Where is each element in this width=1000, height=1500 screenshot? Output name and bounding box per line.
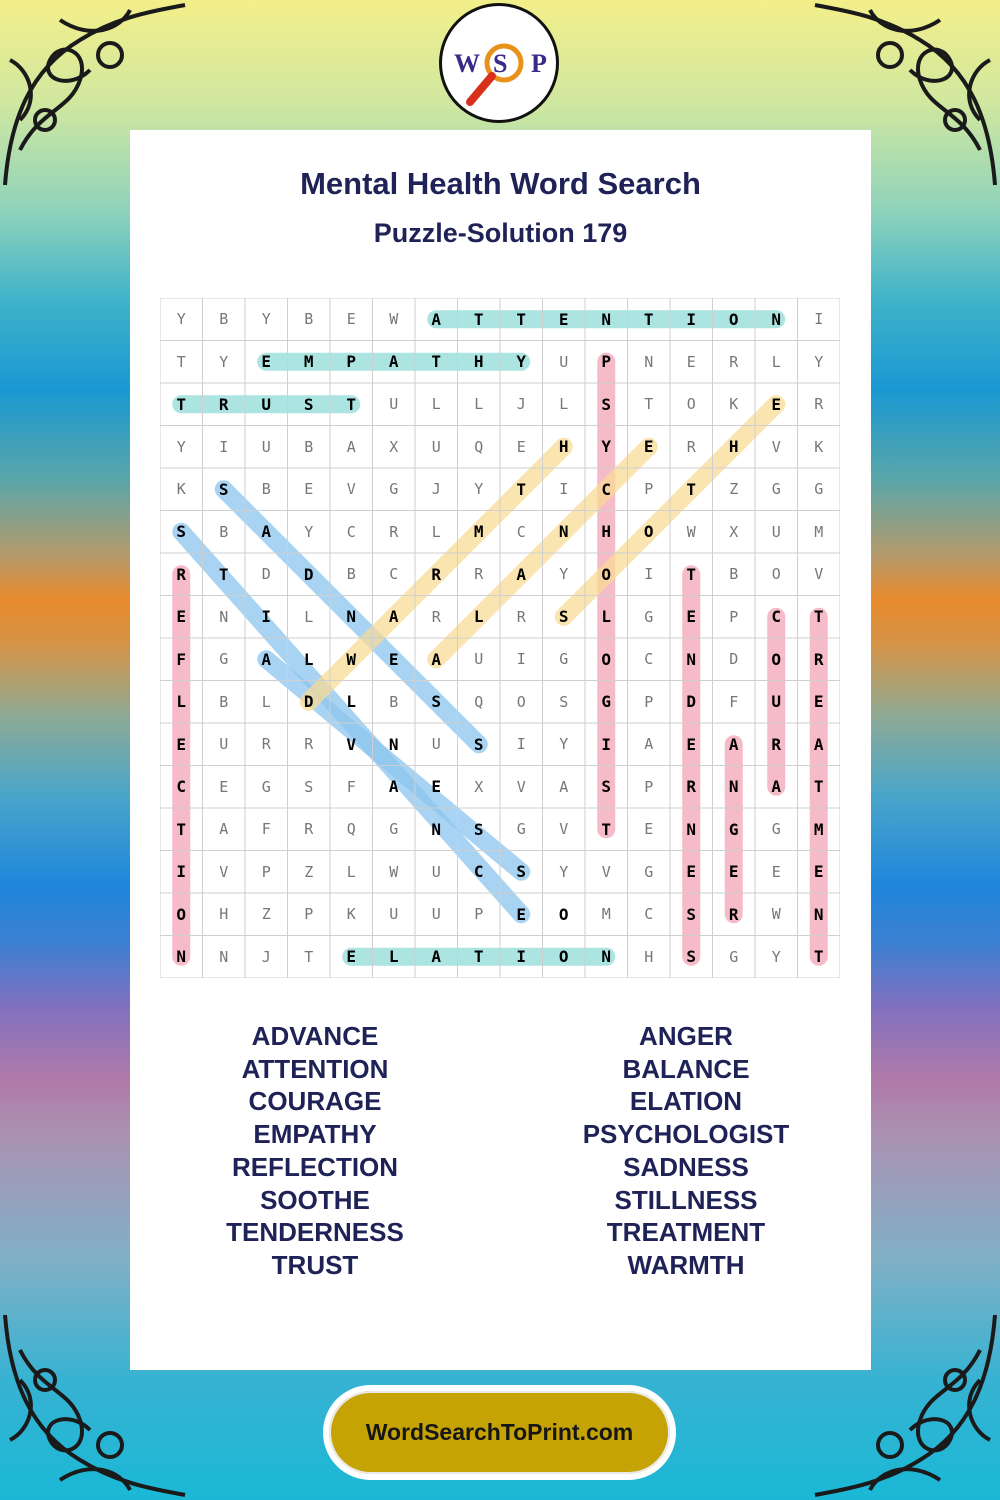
- grid-cell[interactable]: G: [814, 480, 824, 499]
- grid-cell[interactable]: A: [644, 735, 654, 754]
- grid-cell[interactable]: C: [644, 905, 654, 924]
- grid-cell[interactable]: D: [261, 565, 271, 584]
- grid-cell[interactable]: P: [644, 480, 654, 499]
- grid-cell[interactable]: A: [346, 437, 356, 456]
- grid-cell[interactable]: I: [516, 947, 527, 967]
- grid-cell[interactable]: T: [813, 947, 824, 967]
- grid-cell[interactable]: B: [729, 565, 739, 584]
- grid-cell[interactable]: A: [431, 947, 442, 967]
- grid-cell[interactable]: V: [771, 437, 781, 456]
- grid-cell[interactable]: R: [516, 607, 526, 626]
- grid-cell[interactable]: S: [686, 904, 697, 924]
- grid-cell[interactable]: C: [473, 862, 484, 882]
- grid-cell[interactable]: Y: [176, 437, 186, 456]
- grid-cell[interactable]: D: [303, 564, 314, 584]
- grid-cell[interactable]: T: [686, 479, 697, 499]
- grid-cell[interactable]: R: [474, 565, 484, 584]
- grid-cell[interactable]: L: [431, 395, 441, 414]
- grid-cell[interactable]: G: [771, 820, 781, 839]
- grid-cell[interactable]: L: [473, 607, 484, 627]
- grid-cell[interactable]: T: [176, 394, 187, 414]
- grid-cell[interactable]: L: [176, 692, 187, 712]
- grid-cell[interactable]: I: [644, 565, 654, 584]
- word-item: ADVANCE: [251, 1021, 379, 1051]
- grid-cell[interactable]: T: [431, 352, 442, 372]
- grid-cell[interactable]: O: [558, 904, 569, 924]
- grid-cell[interactable]: W: [389, 310, 399, 329]
- grid-cell[interactable]: L: [601, 607, 612, 627]
- grid-cell[interactable]: J: [431, 480, 441, 499]
- word-item: ELATION: [629, 1086, 743, 1117]
- grid-cell[interactable]: D: [729, 650, 739, 669]
- grid-cell[interactable]: P: [644, 692, 654, 711]
- puzzle-title: Mental Health Word Search: [300, 166, 701, 201]
- grid-cell[interactable]: H: [644, 947, 654, 966]
- grid-cell[interactable]: A: [388, 352, 399, 372]
- grid-cell[interactable]: O: [728, 309, 739, 329]
- grid-cell[interactable]: P: [346, 352, 357, 372]
- grid-cell[interactable]: R: [686, 437, 696, 456]
- word-item: COURAGE: [248, 1086, 382, 1117]
- grid-cell[interactable]: E: [304, 480, 314, 499]
- grid-cell[interactable]: O: [176, 904, 187, 924]
- grid-cell[interactable]: R: [304, 820, 314, 839]
- grid-cell[interactable]: R: [431, 607, 441, 626]
- grid-cell[interactable]: J: [516, 395, 526, 414]
- grid-cell[interactable]: E: [771, 862, 781, 881]
- grid-cell[interactable]: W: [346, 649, 357, 669]
- grid-cell[interactable]: H: [473, 352, 484, 372]
- grid-cell[interactable]: A: [431, 649, 442, 669]
- logo-letter-s: S: [493, 49, 508, 78]
- puzzle-card: [130, 130, 871, 1370]
- grid-cell[interactable]: T: [813, 777, 824, 797]
- grid-cell[interactable]: N: [771, 309, 782, 329]
- grid-cell[interactable]: A: [261, 649, 272, 669]
- grid-cell[interactable]: R: [304, 735, 314, 754]
- grid-cell[interactable]: L: [346, 692, 357, 712]
- grid-cell[interactable]: O: [601, 564, 612, 584]
- site-logo[interactable]: [439, 3, 559, 123]
- grid-cell[interactable]: N: [219, 947, 229, 966]
- grid-cell[interactable]: Y: [559, 735, 569, 754]
- grid-cell[interactable]: C: [346, 522, 356, 541]
- grid-cell[interactable]: F: [729, 692, 739, 711]
- grid-cell[interactable]: G: [644, 862, 654, 881]
- word-item: TRUST: [271, 1249, 359, 1280]
- grid-cell[interactable]: M: [473, 522, 484, 542]
- grid-cell[interactable]: E: [686, 734, 697, 754]
- grid-cell[interactable]: S: [303, 394, 314, 414]
- grid-cell[interactable]: H: [219, 905, 229, 924]
- grid-cell[interactable]: I: [516, 735, 526, 754]
- grid-cell[interactable]: V: [346, 480, 356, 499]
- grid-cell[interactable]: N: [644, 352, 654, 371]
- grid-cell[interactable]: A: [771, 777, 782, 797]
- word-search-grid: [160, 298, 840, 978]
- grid-cell[interactable]: T: [516, 479, 527, 499]
- grid-cell[interactable]: T: [813, 607, 824, 627]
- grid-cell[interactable]: X: [474, 777, 484, 796]
- grid-cell[interactable]: K: [729, 395, 739, 414]
- grid-cell[interactable]: S: [176, 522, 187, 542]
- grid-cell[interactable]: S: [601, 777, 612, 797]
- grid-cell[interactable]: Y: [516, 352, 527, 372]
- grid-cell[interactable]: J: [261, 947, 271, 966]
- grid-cell[interactable]: V: [559, 820, 569, 839]
- grid-cell[interactable]: N: [601, 309, 612, 329]
- grid-cell[interactable]: P: [644, 777, 654, 796]
- grid-cell[interactable]: T: [643, 309, 654, 329]
- grid-cell[interactable]: S: [218, 479, 229, 499]
- grid-cell[interactable]: D: [686, 692, 697, 712]
- grid-cell[interactable]: U: [431, 862, 441, 881]
- grid-cell[interactable]: E: [728, 862, 739, 882]
- grid-cell[interactable]: G: [261, 777, 271, 796]
- grid-cell[interactable]: T: [516, 309, 527, 329]
- grid-cell[interactable]: M: [601, 905, 611, 924]
- grid-cell[interactable]: S: [601, 394, 612, 414]
- grid-cell[interactable]: I: [814, 310, 824, 329]
- grid-cell[interactable]: B: [346, 565, 356, 584]
- grid-cell[interactable]: L: [304, 607, 314, 626]
- grid-cell[interactable]: O: [558, 947, 569, 967]
- grid-cell[interactable]: Y: [814, 352, 824, 371]
- grid-cell[interactable]: W: [686, 522, 696, 541]
- grid-cell[interactable]: P: [474, 905, 484, 924]
- grid-cell[interactable]: N: [431, 819, 442, 839]
- grid-cell[interactable]: R: [218, 394, 229, 414]
- grid-cell[interactable]: K: [346, 905, 356, 924]
- grid-cell[interactable]: E: [346, 947, 357, 967]
- grid-cell[interactable]: A: [559, 777, 569, 796]
- grid-cell[interactable]: A: [261, 522, 272, 542]
- grid-cell[interactable]: O: [643, 522, 654, 542]
- grid-cell[interactable]: U: [389, 395, 399, 414]
- word-item: SADNESS: [623, 1151, 749, 1182]
- grid-cell[interactable]: G: [729, 947, 739, 966]
- grid-cell[interactable]: L: [388, 947, 399, 967]
- grid-cell[interactable]: V: [601, 862, 611, 881]
- grid-cell[interactable]: R: [389, 522, 399, 541]
- grid-cell[interactable]: B: [219, 692, 229, 711]
- word-item: STILLNESS: [614, 1184, 758, 1215]
- grid-cell[interactable]: A: [431, 309, 442, 329]
- grid-cell[interactable]: E: [516, 904, 527, 924]
- grid-cell[interactable]: I: [559, 480, 569, 499]
- grid-cell[interactable]: B: [219, 522, 229, 541]
- grid-cell[interactable]: E: [558, 309, 569, 329]
- grid-cell[interactable]: A: [388, 777, 399, 797]
- logo-letter-w: W: [454, 49, 480, 78]
- word-item: TREATMENT: [606, 1217, 766, 1248]
- grid-cell[interactable]: Q: [346, 820, 356, 839]
- grid-cell[interactable]: U: [261, 437, 271, 456]
- grid-cell[interactable]: G: [389, 820, 399, 839]
- grid-cell[interactable]: D: [303, 692, 314, 712]
- grid-cell[interactable]: O: [771, 565, 781, 584]
- grid-cell[interactable]: Y: [559, 862, 569, 881]
- grid-cell[interactable]: N: [686, 819, 697, 839]
- grid-cell[interactable]: V: [814, 565, 824, 584]
- grid-cell[interactable]: G: [644, 607, 654, 626]
- grid-cell[interactable]: R: [771, 734, 782, 754]
- word-list-right: [501, 1020, 871, 1282]
- grid-cell[interactable]: U: [261, 394, 272, 414]
- grid-cell[interactable]: U: [389, 905, 399, 924]
- grid-cell[interactable]: Q: [474, 437, 484, 456]
- puzzle-subtitle: Puzzle-Solution 179: [373, 218, 628, 248]
- grid-cell[interactable]: N: [558, 522, 569, 542]
- word-item: SOOTHE: [260, 1184, 370, 1215]
- grid-cell[interactable]: N: [686, 649, 697, 669]
- grid-cell[interactable]: S: [473, 734, 484, 754]
- grid-cell[interactable]: T: [473, 309, 484, 329]
- grid-cell[interactable]: B: [304, 310, 314, 329]
- grid-cell[interactable]: N: [346, 607, 357, 627]
- grid-cell[interactable]: E: [176, 607, 187, 627]
- grid-cell[interactable]: N: [728, 777, 739, 797]
- grid-cell[interactable]: F: [261, 820, 271, 839]
- grid-cell[interactable]: U: [474, 650, 484, 669]
- grid-cell[interactable]: E: [176, 734, 187, 754]
- grid-cell[interactable]: I: [686, 309, 697, 329]
- word-item: ANGER: [639, 1021, 733, 1051]
- grid-cell[interactable]: N: [601, 947, 612, 967]
- grid-cell[interactable]: R: [729, 352, 739, 371]
- word-item: TENDERNESS: [226, 1217, 404, 1248]
- grid-cell[interactable]: S: [559, 692, 569, 711]
- grid-cell[interactable]: L: [559, 395, 569, 414]
- grid-cell[interactable]: Y: [261, 310, 271, 329]
- grid-cell[interactable]: N: [813, 904, 824, 924]
- grid-cell[interactable]: T: [346, 394, 357, 414]
- grid-cell[interactable]: P: [729, 607, 739, 626]
- grid-cell[interactable]: U: [431, 437, 441, 456]
- grid-cell[interactable]: C: [644, 650, 654, 669]
- grid-cell[interactable]: T: [218, 564, 229, 584]
- grid-cell[interactable]: U: [219, 735, 229, 754]
- grid-cell[interactable]: C: [176, 777, 187, 797]
- grid-cell[interactable]: A: [388, 607, 399, 627]
- grid-cell[interactable]: L: [431, 522, 441, 541]
- grid-cell[interactable]: E: [644, 820, 654, 839]
- grid-cell[interactable]: G: [219, 650, 229, 669]
- grid-cell[interactable]: T: [176, 819, 187, 839]
- grid-cell[interactable]: L: [346, 862, 356, 881]
- grid-cell[interactable]: E: [261, 352, 272, 372]
- grid-cell[interactable]: U: [431, 735, 441, 754]
- grid-cell[interactable]: G: [389, 480, 399, 499]
- grid-cell[interactable]: G: [771, 480, 781, 499]
- grid-cell[interactable]: C: [771, 607, 782, 627]
- grid-cell[interactable]: Z: [261, 905, 271, 924]
- grid-cell[interactable]: B: [219, 310, 229, 329]
- grid-cell[interactable]: E: [431, 777, 442, 797]
- grid-cell[interactable]: K: [176, 480, 186, 499]
- word-item: REFLECTION: [231, 1151, 399, 1182]
- grid-cell[interactable]: V: [516, 777, 526, 796]
- footer-site-button[interactable]: [323, 1385, 676, 1480]
- grid-cell[interactable]: M: [813, 819, 824, 839]
- grid-cell[interactable]: L: [261, 692, 271, 711]
- grid-cell[interactable]: X: [729, 522, 739, 541]
- grid-cell[interactable]: U: [559, 352, 569, 371]
- logo-letter-p: P: [531, 49, 547, 78]
- grid-cell[interactable]: N: [388, 734, 399, 754]
- grid-cell[interactable]: I: [261, 607, 272, 627]
- grid-cell[interactable]: Y: [771, 947, 781, 966]
- word-item: WARMTH: [627, 1249, 745, 1280]
- grid-cell[interactable]: R: [728, 904, 739, 924]
- grid-cell[interactable]: C: [516, 522, 526, 541]
- grid-cell[interactable]: I: [219, 437, 229, 456]
- grid-cell[interactable]: C: [389, 565, 399, 584]
- grid-cell[interactable]: R: [686, 777, 697, 797]
- grid-cell[interactable]: S: [431, 692, 442, 712]
- grid-cell[interactable]: A: [516, 564, 527, 584]
- grid-cell[interactable]: G: [559, 650, 569, 669]
- grid-cell[interactable]: A: [728, 734, 739, 754]
- grid-cell[interactable]: I: [601, 734, 612, 754]
- grid-cell[interactable]: T: [601, 819, 612, 839]
- grid-cell[interactable]: C: [601, 479, 612, 499]
- grid-cell[interactable]: L: [303, 649, 314, 669]
- grid-cell[interactable]: E: [686, 607, 697, 627]
- grid-cell[interactable]: E: [686, 862, 697, 882]
- grid-cell[interactable]: U: [771, 692, 782, 712]
- grid-cell[interactable]: P: [261, 862, 271, 881]
- grid-cell[interactable]: N: [176, 947, 187, 967]
- word-list-left: [130, 1020, 500, 1282]
- grid-cell[interactable]: G: [601, 692, 612, 712]
- grid-cell[interactable]: O: [516, 692, 526, 711]
- grid-cell[interactable]: Y: [474, 480, 484, 499]
- grid-cell[interactable]: O: [686, 395, 696, 414]
- grid-cell[interactable]: H: [558, 437, 569, 457]
- word-item: ATTENTION: [241, 1053, 389, 1084]
- grid-cell[interactable]: E: [813, 692, 824, 712]
- grid-cell[interactable]: N: [219, 607, 229, 626]
- grid-cell[interactable]: T: [644, 395, 654, 414]
- grid-cell[interactable]: M: [303, 352, 314, 372]
- grid-cell[interactable]: R: [431, 564, 442, 584]
- word-item: BALANCE: [622, 1053, 750, 1084]
- grid-cell[interactable]: R: [176, 564, 187, 584]
- grid-cell[interactable]: E: [346, 310, 356, 329]
- grid-cell[interactable]: T: [304, 947, 314, 966]
- grid-cell[interactable]: E: [388, 649, 399, 669]
- grid-cell[interactable]: P: [601, 352, 612, 372]
- grid-cell[interactable]: E: [686, 352, 696, 371]
- grid-cell[interactable]: T: [176, 352, 186, 371]
- grid-cell[interactable]: A: [219, 820, 229, 839]
- grid-cell[interactable]: V: [346, 734, 357, 754]
- grid-cell[interactable]: T: [686, 564, 697, 584]
- grid-cell[interactable]: B: [261, 480, 271, 499]
- grid-cell[interactable]: A: [813, 734, 824, 754]
- footer-site-label: WordSearchToPrint.com: [365, 1419, 634, 1445]
- grid-cell[interactable]: Y: [219, 352, 229, 371]
- grid-cell[interactable]: G: [516, 820, 526, 839]
- grid-cell[interactable]: S: [516, 862, 527, 882]
- word-item: PSYCHOLOGIST: [582, 1119, 790, 1150]
- grid-cell[interactable]: Y: [304, 522, 314, 541]
- grid-cell[interactable]: S: [304, 777, 314, 796]
- grid-cell[interactable]: V: [219, 862, 229, 881]
- grid-cell[interactable]: I: [176, 862, 187, 882]
- grid-cell[interactable]: F: [346, 777, 356, 796]
- grid-cell[interactable]: E: [643, 437, 654, 457]
- grid-cell[interactable]: M: [814, 522, 824, 541]
- grid-cell[interactable]: S: [473, 819, 484, 839]
- grid-cell[interactable]: Z: [729, 480, 739, 499]
- grid-cell[interactable]: Y: [601, 437, 612, 457]
- grid-cell[interactable]: H: [601, 522, 612, 542]
- grid-cell[interactable]: R: [261, 735, 271, 754]
- grid-cell[interactable]: U: [771, 522, 781, 541]
- grid-cell[interactable]: L: [474, 395, 484, 414]
- grid-cell[interactable]: S: [558, 607, 569, 627]
- grid-cell[interactable]: O: [601, 649, 612, 669]
- word-item: EMPATHY: [253, 1119, 377, 1150]
- grid-cell[interactable]: K: [814, 437, 824, 456]
- grid-cell[interactable]: O: [771, 649, 782, 669]
- grid-cell[interactable]: E: [771, 394, 782, 414]
- grid-cell[interactable]: F: [176, 649, 187, 669]
- grid-cell[interactable]: Y: [559, 565, 569, 584]
- grid-cell[interactable]: P: [304, 905, 314, 924]
- grid-cell[interactable]: S: [686, 947, 697, 967]
- grid-cell[interactable]: I: [516, 650, 526, 669]
- grid-cell[interactable]: G: [728, 819, 739, 839]
- grid-cell[interactable]: U: [431, 905, 441, 924]
- grid-cell[interactable]: B: [304, 437, 314, 456]
- grid-cell[interactable]: E: [516, 437, 526, 456]
- grid-cell[interactable]: Y: [176, 310, 186, 329]
- grid-cell[interactable]: R: [814, 395, 824, 414]
- grid-cell[interactable]: E: [813, 862, 824, 882]
- grid-cell[interactable]: E: [219, 777, 229, 796]
- grid-cell[interactable]: T: [473, 947, 484, 967]
- grid-cell[interactable]: B: [389, 692, 399, 711]
- grid-cell[interactable]: R: [813, 649, 824, 669]
- grid-cell[interactable]: H: [728, 437, 739, 457]
- grid-cell[interactable]: W: [389, 862, 399, 881]
- grid-cell[interactable]: X: [389, 437, 399, 456]
- grid-cell[interactable]: Z: [304, 862, 314, 881]
- grid-cell[interactable]: W: [771, 905, 781, 924]
- grid-cell[interactable]: L: [771, 352, 781, 371]
- grid-cell[interactable]: Q: [474, 692, 484, 711]
